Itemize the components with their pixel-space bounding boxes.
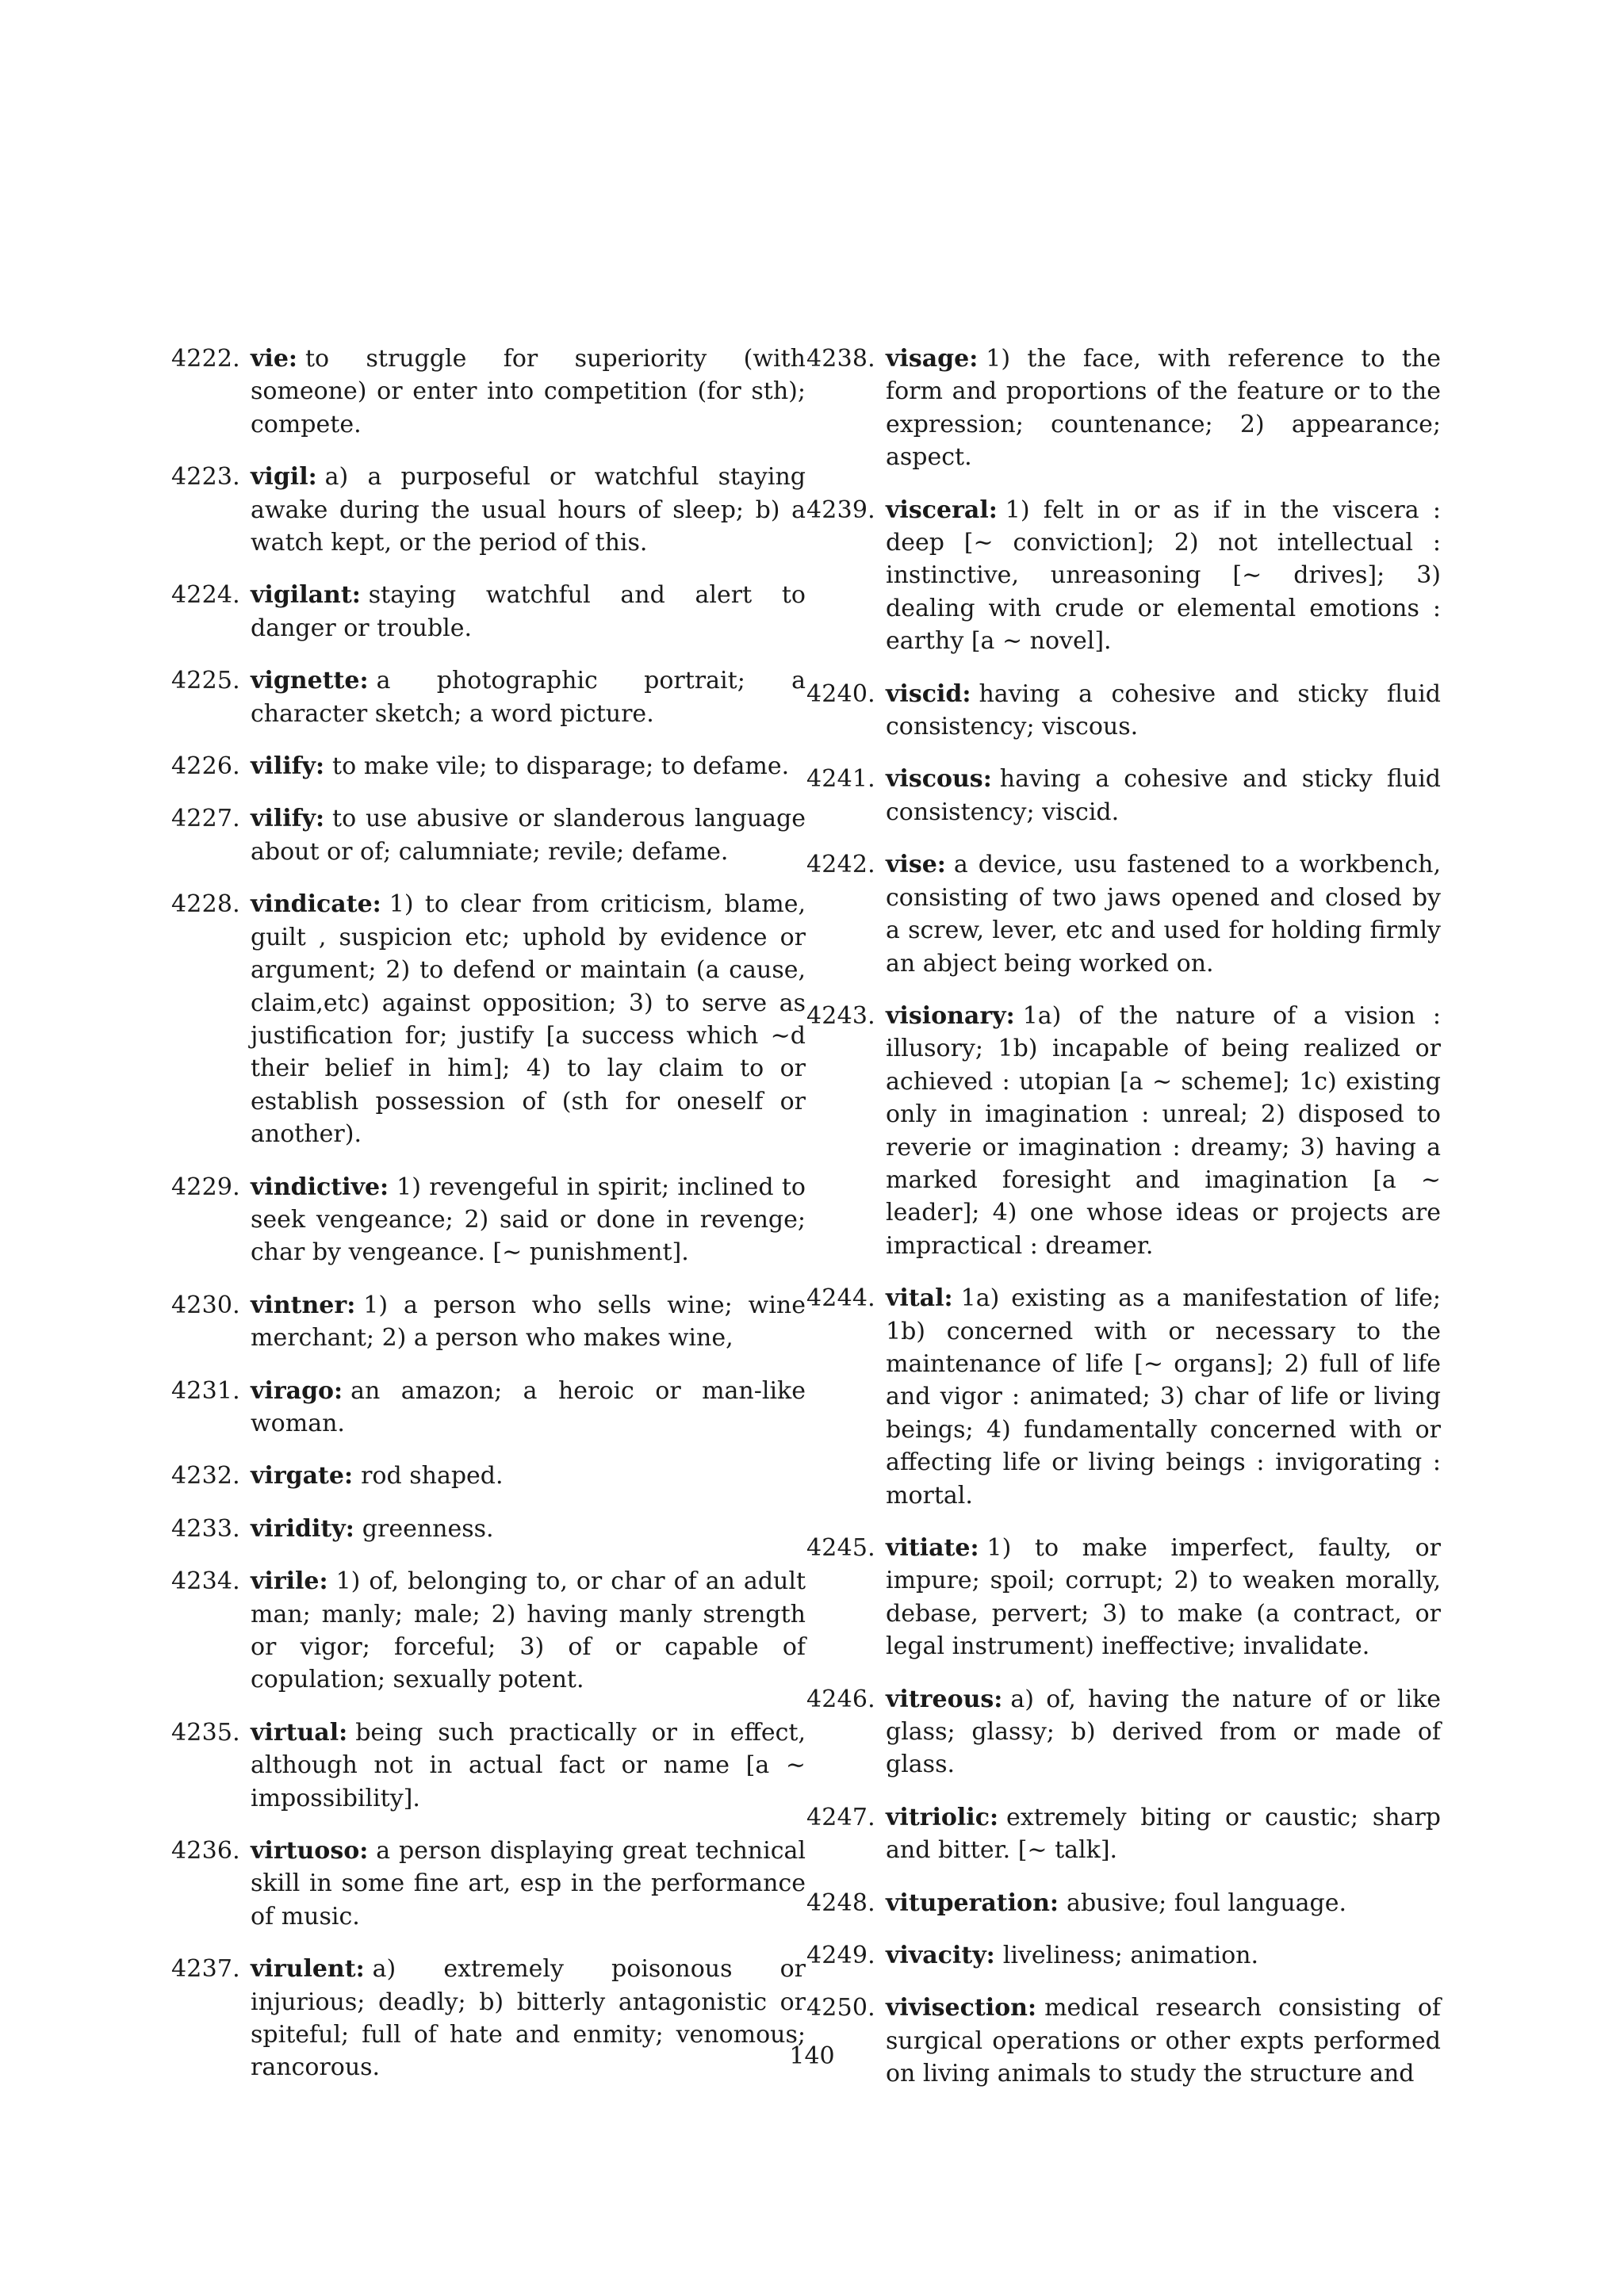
entry-definition: medical research consisting of surgical operations or other expts performed on living animals to study the structure and [886, 1994, 1441, 2088]
entry-definition: 1) of, belonging to, or char of an adult man; manly; male; 2) having manly strength or vigor; forceful; 3) of or capable of copulation; sexually potent. [251, 1567, 806, 1694]
entry-definition: to use abusive or slanderous language about or of; calumniate; revile; defame. [251, 805, 806, 866]
entry-number: 4239. [806, 496, 875, 524]
entry-number: 4229. [171, 1173, 240, 1201]
entry-number: 4228. [171, 890, 240, 919]
entry-number: 4233. [171, 1514, 240, 1543]
dictionary-entry [171, 1460, 806, 1492]
entry-term: vivisection: [886, 1994, 1037, 2022]
entry-definition: rod shaped. [361, 1462, 504, 1490]
entry-number: 4230. [171, 1291, 240, 1319]
entry-number: 4249. [806, 1942, 875, 1970]
entry-definition: a) a purposeful or watchful staying awake during the usual hours of sleep; b) a watch kept, or the period of this. [251, 463, 806, 557]
dictionary-entry [806, 763, 1441, 828]
dictionary-entry [171, 1289, 806, 1355]
entry-number: 4246. [806, 1685, 875, 1713]
entry-number: 4223. [171, 463, 240, 492]
dictionary-entry [171, 1565, 806, 1697]
entry-number: 4234. [171, 1567, 240, 1596]
entry-term: visceral: [886, 496, 998, 524]
entry-definition: extremely biting or caustic; sharp and bitter. [∼ talk]. [886, 1803, 1441, 1865]
dictionary-entry [806, 342, 1441, 474]
entry-term: vindicate: [251, 890, 381, 919]
entry-term: vivacity: [886, 1942, 995, 1970]
entry-term: vigilant: [251, 581, 361, 610]
entry-definition: having a cohesive and sticky fluid consistency; viscous. [886, 679, 1441, 741]
entry-term: vignette: [251, 667, 369, 695]
entry-term: vilify: [251, 752, 325, 781]
dictionary-entry [806, 1939, 1441, 1972]
entry-term: vigil: [251, 463, 317, 492]
entry-definition: to make vile; to disparage; to defame. [332, 752, 790, 781]
dictionary-entry [171, 750, 806, 783]
entry-term: vitiate: [886, 1534, 979, 1562]
entry-term: vindictive: [251, 1173, 389, 1201]
entry-number: 4247. [806, 1803, 875, 1831]
entry-term: vise: [886, 851, 946, 879]
entry-number: 4248. [806, 1888, 875, 1917]
entry-definition: 1) a person who sells wine; wine merchant; 2) a person who makes wine, [251, 1291, 806, 1353]
entry-number: 4232. [171, 1462, 240, 1490]
dictionary-entry [171, 342, 806, 441]
entry-definition: having a cohesive and sticky fluid consistency; viscid. [886, 765, 1441, 826]
entry-term: viscous: [886, 765, 992, 794]
entry-number: 4245. [806, 1534, 875, 1562]
entry-definition: liveliness; animation. [1002, 1942, 1259, 1970]
entry-number: 4227. [171, 805, 240, 833]
entry-definition: 1) revengeful in spirit; inclined to seek vengeance; 2) said or done in revenge; char by vengeance. [∼ punishment]. [251, 1173, 806, 1267]
entry-definition: a photographic portrait; a character sketch; a word picture. [251, 667, 806, 728]
entry-term: virgate: [251, 1462, 354, 1490]
dictionary-entry [806, 1532, 1441, 1663]
dictionary-entry [171, 1375, 806, 1441]
entry-definition: 1a) of the nature of a vision : illusory; 1b) incapable of being realized or achieved : utopian [a ∼ scheme]; 1c) existing only in imagination : unreal; 2) disposed to reverie or imagination : dreamy; 3) having a marked foresight and imagination [a ∼ leader]; 4) one whose ideas or projects are impractical : dreamer. [886, 1001, 1441, 1260]
dictionary-entry [171, 579, 806, 645]
entry-term: virtuoso: [251, 1837, 369, 1866]
entry-definition: a person displaying great technical skill in some fine art, esp in the performance of music. [251, 1837, 806, 1931]
entry-term: viridity: [251, 1514, 354, 1543]
dictionary-entry [806, 848, 1441, 980]
entry-term: virtual: [251, 1718, 348, 1747]
dictionary-entry [806, 1683, 1441, 1781]
entry-number: 4238. [806, 345, 875, 373]
entry-term: vital: [886, 1284, 953, 1313]
dictionary-entry [171, 802, 806, 868]
entry-definition: a) extremely poisonous or injurious; deadly; b) bitterly antagonistic or spiteful; full of hate and enmity; venomous; rancorous. [251, 1955, 806, 2082]
dictionary-entry [171, 664, 806, 730]
dictionary-entry [806, 1282, 1441, 1512]
entry-definition: 1a) existing as a manifestation of life; 1b) concerned with or necessary to the maintenance of life [∼ organs]; 2) full of life and vigor : animated; 3) char of life or living beings; 4) fundamentally concerned with or affecting life or living beings : invigorating : mortal. [886, 1284, 1441, 1510]
entry-definition: abusive; foul language. [1066, 1888, 1347, 1917]
entry-term: vitreous: [886, 1685, 1003, 1713]
entry-number: 4222. [171, 345, 240, 373]
entry-number: 4244. [806, 1284, 875, 1313]
dictionary-entry [806, 678, 1441, 744]
entry-term: virago: [251, 1376, 343, 1405]
entry-number: 4225. [171, 667, 240, 695]
dictionary-entry [171, 888, 806, 1150]
dictionary-entry [806, 1887, 1441, 1919]
entry-term: vituperation: [886, 1888, 1059, 1917]
entry-number: 4243. [806, 1001, 875, 1030]
dictionary-entry [171, 461, 806, 559]
entry-term: virile: [251, 1567, 328, 1596]
entry-number: 4241. [806, 765, 875, 794]
entry-number: 4224. [171, 581, 240, 610]
entry-term: vie: [251, 345, 297, 373]
entry-definition: 1) to clear from criticism, blame, guilt , suspicion etc; uphold by evidence or argument; 2) to defend or maintain (a cause, claim,etc) against opposition; 3) to serve as justification for; justify [a success which ∼d their belief in him]; 4) to lay claim to or establish possession of (sth for oneself or another). [251, 890, 806, 1149]
entry-term: virulent: [251, 1955, 365, 1984]
entry-definition: greenness. [362, 1514, 494, 1543]
entry-number: 4237. [171, 1955, 240, 1984]
dictionary-entry [171, 1171, 806, 1269]
entry-definition: an amazon; a heroic or man-like woman. [251, 1376, 806, 1437]
entry-number: 4250. [806, 1994, 875, 2022]
entry-term: vilify: [251, 805, 325, 833]
entry-definition: 1) the face, with reference to the form and proportions of the feature or to the expression; countenance; 2) appearance; aspect. [886, 345, 1441, 472]
entry-term: viscid: [886, 679, 971, 708]
entry-definition: a device, usu fastened to a workbench, consisting of two jaws opened and closed by a screw, lever, etc and used for holding firmly an abject being worked on. [886, 851, 1441, 978]
dictionary-entry [171, 1716, 806, 1815]
entry-term: visage: [886, 345, 979, 373]
entry-term: vintner: [251, 1291, 356, 1319]
dictionary-entry [171, 1835, 806, 1933]
entry-definition: a) of, having the nature of or like glass; glassy; b) derived from or made of glass. [886, 1685, 1441, 1779]
dictionary-entry [806, 494, 1441, 658]
entry-definition: being such practically or in effect, although not in actual fact or name [a ∼ impossibility]. [251, 1718, 806, 1812]
entry-number: 4240. [806, 679, 875, 708]
left-column [171, 342, 806, 2104]
entry-definition: to struggle for superiority (with someone) or enter into competition (for sth); compete. [251, 345, 806, 438]
entry-number: 4242. [806, 851, 875, 879]
entry-term: visionary: [886, 1001, 1015, 1030]
dictionary-entry [806, 1000, 1441, 1262]
dictionary-entry [171, 1513, 806, 1545]
entry-number: 4236. [171, 1837, 240, 1866]
page-number: 140 [789, 2042, 835, 2070]
right-column [806, 342, 1441, 2110]
entry-definition: 1) felt in or as if in the viscera : deep [∼ conviction]; 2) not intellectual : instinctive, unreasoning [∼ drives]; 3) dealing with crude or elemental emotions : earthy [a ∼ novel]. [886, 496, 1441, 656]
entry-number: 4235. [171, 1718, 240, 1747]
entry-number: 4226. [171, 752, 240, 781]
entry-definition: staying watchful and alert to danger or trouble. [251, 581, 806, 642]
entry-definition: 1) to make imperfect, faulty, or impure; spoil; corrupt; 2) to weaken morally, debase, pervert; 3) to make (a contract, or legal instrument) ineffective; invalidate. [886, 1534, 1441, 1661]
entry-term: vitriolic: [886, 1803, 999, 1831]
entry-number: 4231. [171, 1376, 240, 1405]
dictionary-entry [806, 1801, 1441, 1867]
